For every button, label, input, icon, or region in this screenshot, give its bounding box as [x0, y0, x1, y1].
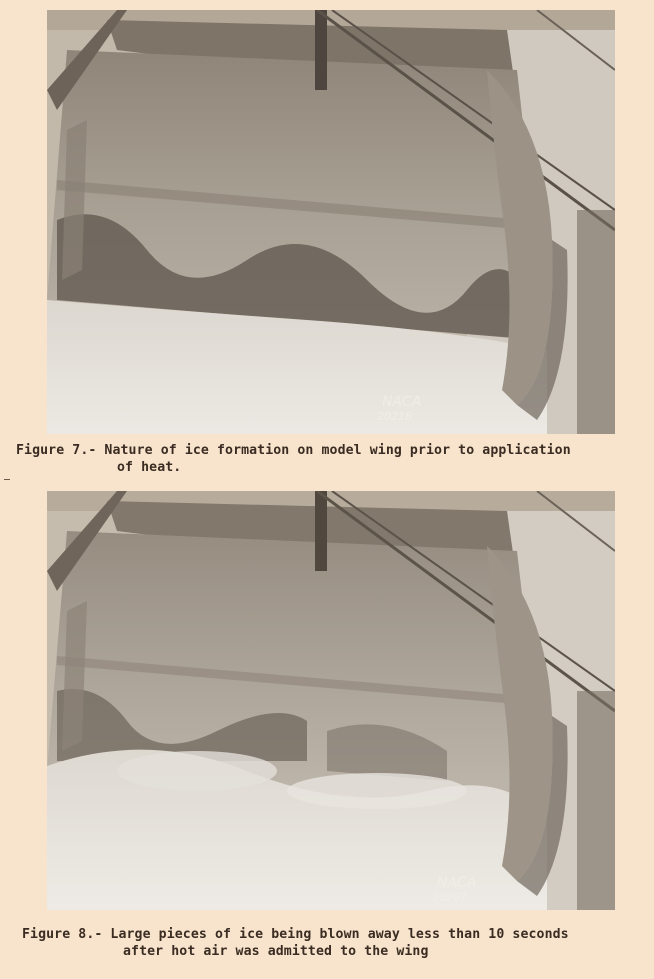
figure-7-photo [47, 10, 615, 434]
figure-8-photo [47, 491, 615, 910]
stray-dash-mark [4, 479, 10, 480]
figure-7-caption-line-2: of heat. [117, 460, 182, 475]
figure-7-caption [16, 442, 571, 476]
figure-8-stamp-top: NACA [437, 875, 477, 891]
figure-7-stamp-number: 20218 [377, 410, 412, 423]
figure-8-caption-line-2: after hot air was admitted to the wing [123, 944, 429, 959]
figure-8-caption [22, 926, 569, 960]
figure-8-stamp-number: 20207 [432, 891, 467, 904]
figure-8-caption-line-1: Figure 8.- Large pieces of ice being blown away less than 10 seconds [22, 927, 569, 942]
figure-7-stamp-top: NACA [382, 394, 422, 410]
figure-7-caption-line-1: Figure 7.- Nature of ice formation on model wing prior to application [16, 443, 571, 458]
